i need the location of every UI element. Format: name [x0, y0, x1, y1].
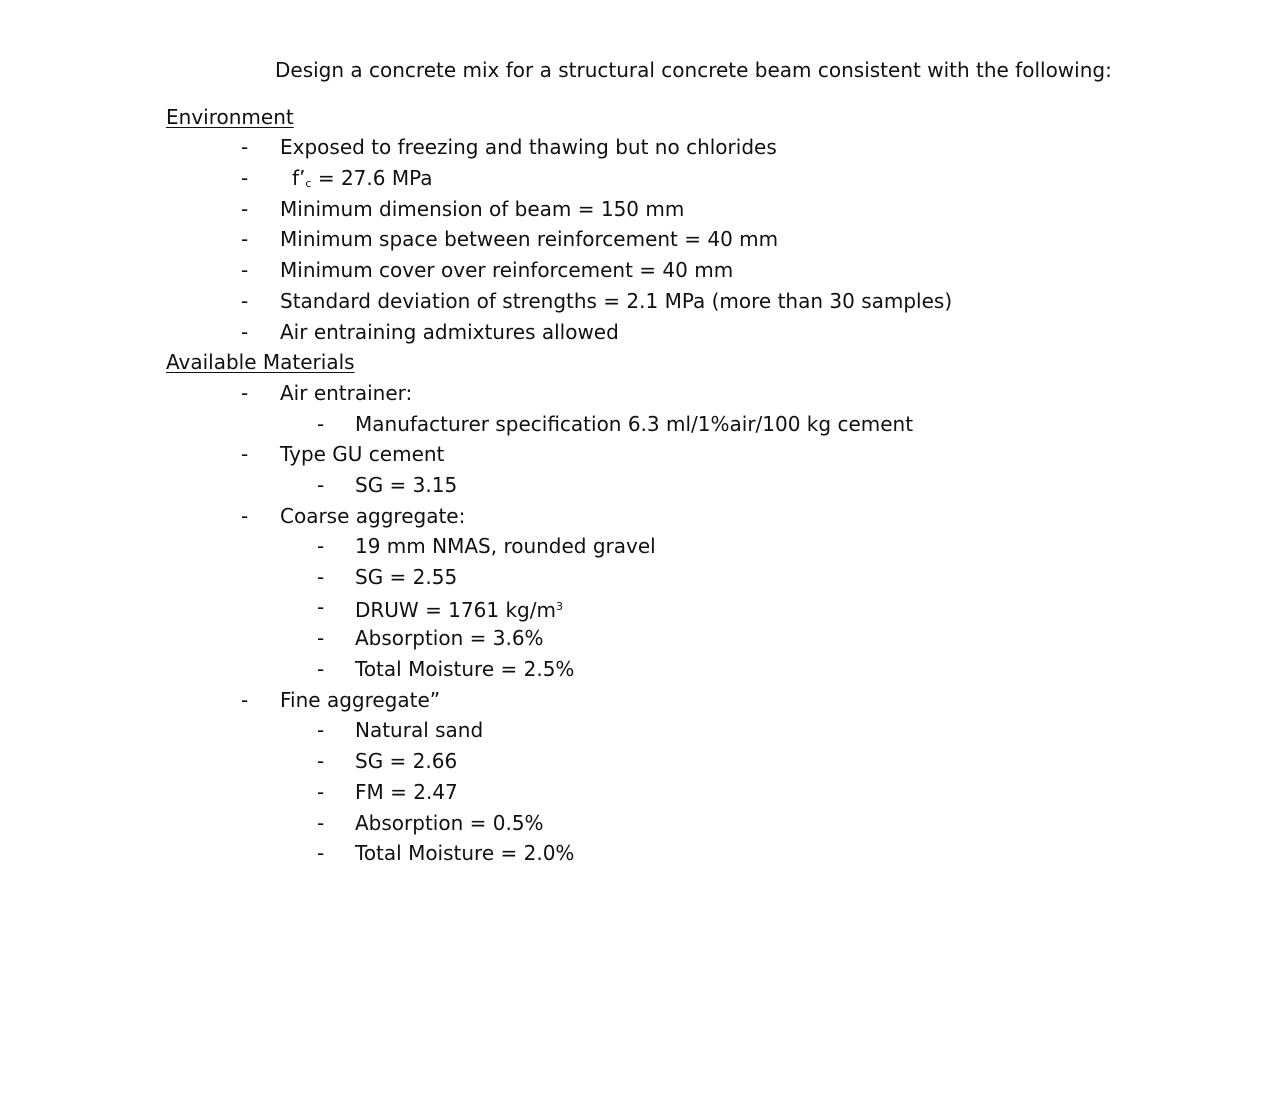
fc-subscript: c	[305, 177, 312, 190]
item-text: Exposed to freezing and thawing but no chlorides	[280, 135, 777, 159]
item-text: Total Moisture = 2.0%	[355, 841, 575, 865]
item-text: Absorption = 0.5%	[355, 811, 544, 835]
item-text: Coarse aggregate:	[280, 504, 466, 528]
item-text-druw	[355, 594, 563, 623]
item-text: Fine aggregate”	[280, 688, 441, 712]
fc-prefix: f’	[292, 166, 306, 190]
item-text-fc	[292, 165, 433, 197]
item-text: Absorption = 3.6%	[355, 626, 544, 650]
materials-heading: Available Materials	[166, 350, 355, 374]
druw-superscript: 3	[555, 600, 563, 613]
bullet-dash: -	[241, 135, 249, 159]
bullet-dash: -	[241, 197, 249, 221]
item-text: Minimum cover over reinforcement = 40 mm	[280, 258, 734, 282]
page-title: Design a concrete mix for a structural concrete beam consistent with the following:	[275, 58, 1112, 82]
item-text: 19 mm NMAS, rounded gravel	[355, 534, 656, 558]
bullet-dash: -	[241, 688, 249, 712]
bullet-dash: -	[241, 442, 249, 466]
item-text: SG = 2.55	[355, 565, 458, 589]
item-text: Minimum dimension of beam = 150 mm	[280, 197, 685, 221]
bullet-dash: -	[317, 473, 325, 497]
item-text: Natural sand	[355, 718, 484, 742]
bullet-dash: -	[317, 841, 325, 865]
bullet-dash: -	[317, 595, 325, 619]
item-text: Total Moisture = 2.5%	[355, 657, 575, 681]
bullet-dash: -	[317, 811, 325, 835]
bullet-dash: -	[317, 534, 325, 558]
item-text: Air entraining admixtures allowed	[280, 320, 619, 344]
bullet-dash: -	[317, 626, 325, 650]
bullet-dash: -	[241, 381, 249, 405]
bullet-dash: -	[241, 227, 249, 251]
bullet-dash: -	[317, 718, 325, 742]
bullet-dash: -	[241, 320, 249, 344]
bullet-dash: -	[241, 504, 249, 528]
bullet-dash: -	[241, 166, 249, 190]
bullet-dash: -	[317, 412, 325, 436]
item-text: Air entrainer:	[280, 381, 413, 405]
item-text: Manufacturer specification 6.3 ml/1%air/100 kg cement	[355, 412, 914, 436]
item-text: Type GU cement	[280, 442, 445, 466]
item-text: Standard deviation of strengths = 2.1 MPa (more than 30 samples)	[280, 289, 953, 313]
bullet-dash: -	[317, 657, 325, 681]
fc-suffix: = 27.6 MPa	[311, 166, 433, 190]
bullet-dash: -	[317, 565, 325, 589]
bullet-dash: -	[241, 289, 249, 313]
environment-heading: Environment	[166, 105, 294, 129]
item-text: Minimum space between reinforcement = 40 mm	[280, 227, 779, 251]
item-text: SG = 3.15	[355, 473, 458, 497]
item-text: FM = 2.47	[355, 780, 458, 804]
bullet-dash: -	[241, 258, 249, 282]
druw-prefix: DRUW = 1761 kg/m	[355, 598, 556, 622]
bullet-dash: -	[317, 749, 325, 773]
bullet-dash: -	[317, 780, 325, 804]
item-text: SG = 2.66	[355, 749, 458, 773]
